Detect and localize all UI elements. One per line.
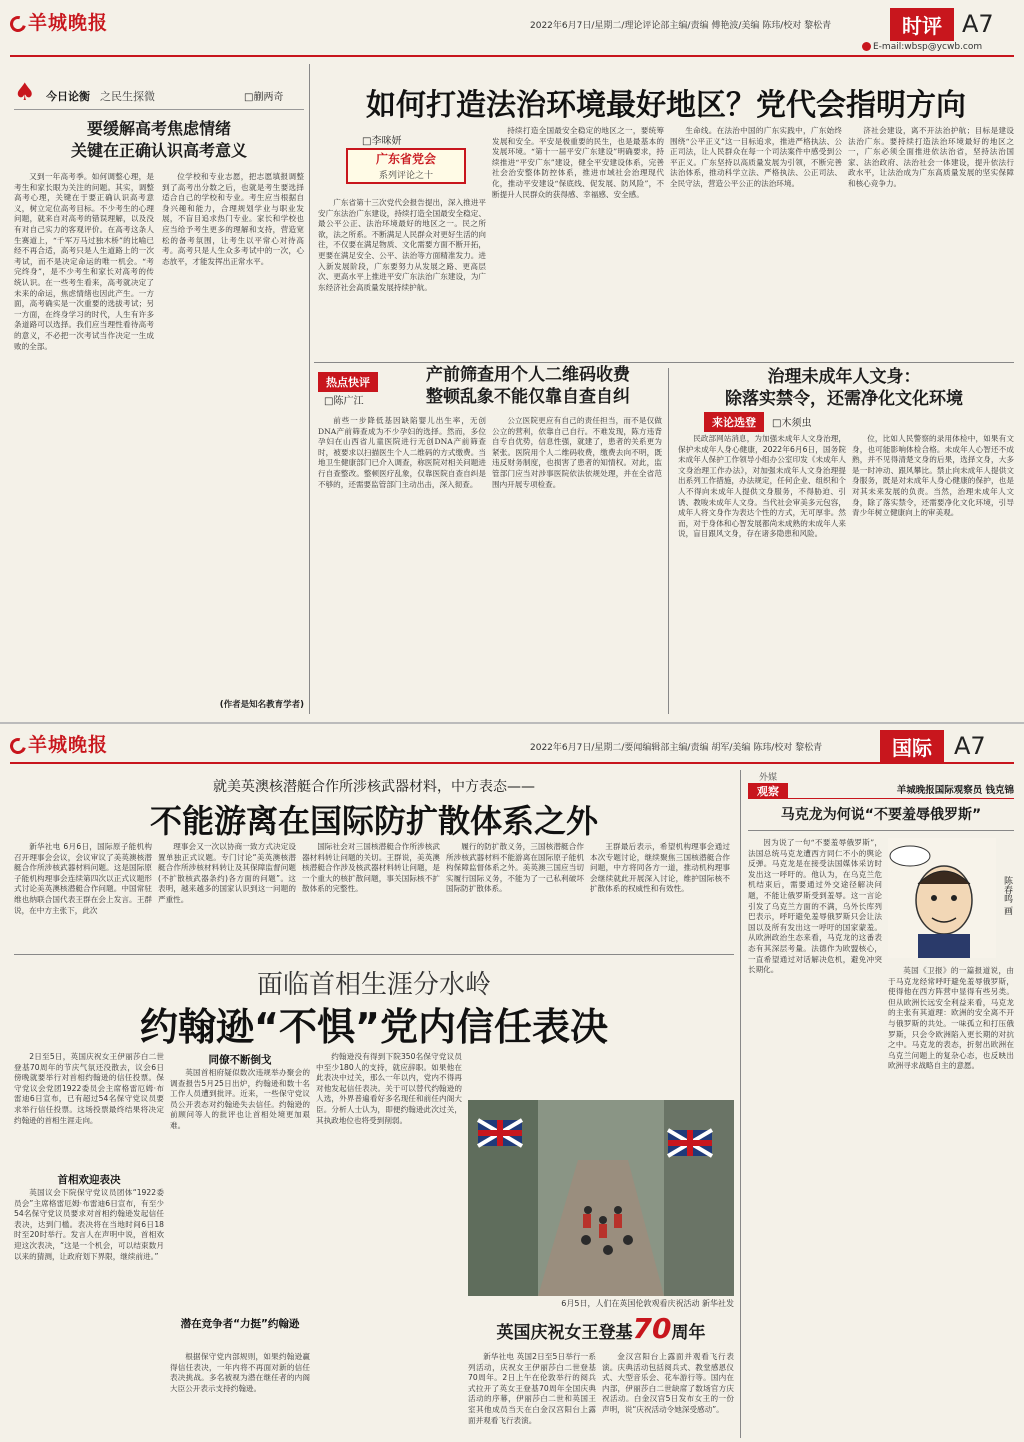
today-label-box	[14, 78, 304, 110]
email-icon	[862, 42, 871, 51]
series-tag-sub: 系列评论之十	[378, 171, 433, 181]
art1-byline: (作者是知名教育学者)	[219, 700, 304, 710]
teen-title-line1: 治理未成年人文身：	[767, 367, 921, 387]
teen-col2: 位，比如人民警察的录用体检中，如果有文身，也可能影响体检合格。未成年人心智还不成熟，并不见得清楚文身的后果，选择文身，大多是一时冲动、跟风攀比。禁止向未成年人提供文身服务，既是对未成年人身心健康的保护，也是对其未来发展的负责。当然，治理未成年人文身，除了落实禁令，还需要净化文化环境，引导青少年树立健康向上的审美观。	[852, 434, 1014, 518]
macron-col2: 英国《卫报》的一篇报道说，由于马克龙经常呼吁避免羞辱俄罗斯，使得他在西方阵营中显得有些另类。但从欧洲长远安全利益来看，马克龙的主张有其道理：欧洲的安全离不开与俄罗斯的共处。一味孤立和打压俄罗斯，只会令欧洲陷入更长期的对抗之中。马克龙的表态，折射出欧洲在乌克兰问题上的复杂心态，也反映出欧洲寻求战略自主的意愿。	[888, 966, 1014, 1071]
uk-headline: 约翰逊“不惧”党内信任表决	[140, 1005, 608, 1049]
jubilee-headline	[468, 1314, 734, 1348]
top-email	[862, 42, 982, 52]
aukus-col1: 新华社电 6月6日，国际原子能机构召开理事会会议，会议审议了美英澳核潜艇合作所涉核武器材料问题。这是国际原子能机构理事会连续第四次以正式议题形式讨论美英澳核潜艇合作问题。中国常驻维也纳联合国代表王群在会上发言。王群说，在中方主张下，此次	[14, 842, 152, 915]
today-label: 今日论衡	[46, 90, 90, 103]
uk-sub3: 潜在竞争者“力挺”约翰逊	[180, 1318, 300, 1330]
macron-rule	[748, 830, 1014, 831]
jubilee-head-num: 70	[632, 1312, 672, 1345]
top-page-number: A7	[962, 10, 994, 38]
uk-kicker: 面临首相生涯分水岭	[256, 970, 491, 1000]
teen-col1: 民政部网站消息，为加强未成年人文身治理，保护未成年人身心健康，2022年6月6日，国务院未成年人保护工作领导小组办公室印发《未成年人文身治理工作办法》，对加强未成年人文身治理提出系列工作措施，办法规定，任何企业、组织和个人不得向未成年人提供文身服务，不得胁迫、引诱、教唆未成年人文身。当代社会审美多元包容，成年人将文身作为表达个性的方式，无可厚非。然而，对于身体和心智发展都尚未成熟的未成年人来说，盲目跟风文身，存在诸多隐患和风险。	[678, 434, 846, 539]
hot-title-line1: 产前筛查用个人二维码收费	[426, 365, 630, 385]
ext-tag	[748, 770, 788, 799]
aukus-col4: 履行的防扩散义务，三国核潜艇合作所涉核武器材料不能游离在国际原子能机构保障监督体系之外。美英澳三国应当切实履行国际义务，不能为了一己私利破坏国际防扩散体系。	[446, 842, 584, 894]
macron-cartoon-art	[888, 838, 996, 958]
main-col1: 广东省第十三次党代会报告提出，深入推进平安广东法治广东建设，持续打造全国最安全稳定、最公平公正、法治环境最好的地区之一。民之所欲，法之所系。不断满足人民群众对更好生活的向往，不仅要在满足物质、文化需要方面不断开拓，更要在满足安全、公平、法治等方面精准发力。进入新发展阶段，广东要努力从发展之路、更高层次、更高水平上推进平安广东法治广东建设，为广东经济社会高质量发展持续护航。	[318, 198, 486, 292]
uk-col1b: 英国议会下院保守党议员团体“1922委员会”主席格雷厄姆·布雷迪6日宣布，有至少54名保守党议员要求对首相约翰逊发起信任表决，达到门槛。表决将在当地时间6日18时至20时举行。发言人在声明中说，首相欢迎这次表决，“这是一个机会，可以结束数月以来的猜测，让政府划下界限，继续前进。”	[14, 1188, 164, 1261]
email-text: E-mail:wbsp@ycwb.com	[873, 42, 983, 52]
jubilee-head-post: 周年	[671, 1323, 706, 1343]
bottom-meta: 2022年6月7日/星期二/要闻编辑部主编/责编 胡军/美编 陈玮/校对 黎松青	[530, 743, 823, 753]
aukus-col3: 国际社会对三国核潜艇合作所涉核武器材料转让问题的关切。王群说，美英澳核潜艇合作涉及核武器材料转让问题，是一个重大的核扩散问题，事关国际核不扩散体系的完整性。	[302, 842, 440, 894]
jubilee-photo-art	[468, 1100, 734, 1296]
bottom-page-number: A7	[954, 732, 986, 760]
jubilee-col1: 新华社电 英国2日至5日举行一系列活动，庆祝女王伊丽莎白二世登基70周年。2日上午在伦敦举行的阅兵式拉开了英女王登基70周年全国庆典活动的序幕，伊丽莎白二世和英国王室其他成员当天在白金汉宫阳台上露面并观看飞行表演。	[468, 1352, 596, 1425]
top-section-badge: 时评	[890, 8, 954, 41]
uk-col1: 2日至5日，英国庆祝女王伊丽莎白二世登基70周年的节庆气氛还没散去，议会6日傍晚就要举行对首相约翰逊的信任投票。保守党议会党团1922委员会主席格雷厄姆·布雷迪6日宣布，已有超过54名保守党议员要求举行信任投票。这场投票最终结果将决定约翰逊的首相生涯走向。	[14, 1052, 164, 1125]
logo-swirl-icon	[7, 13, 29, 35]
col-divider-1	[309, 64, 310, 714]
hot-title-line2: 整顿乱象不能仅靠自查自纠	[426, 387, 630, 407]
teen-title	[674, 366, 1014, 410]
teen-author: □木须虫	[772, 418, 812, 429]
hot-title	[390, 364, 666, 408]
main-col4: 济社会建设，离不开法治护航；目标是建设法治广东。要持续打造法治环境最好的地区之一，广东必须全面推进依法治省，坚持法治国家、法治政府、法治社会一体建设，提升依法行政水平，让法治成为广东高质量发展的坚实保障和核心竞争力。	[848, 126, 1014, 188]
series-tag-title: 广东省党会	[375, 152, 436, 166]
ext-tag-1: 外媒	[758, 773, 777, 783]
bottom-logo: 羊城晚报	[10, 730, 108, 757]
macron-title: 马克龙为何说“不要羞辱俄罗斯”	[780, 807, 982, 823]
today-sub: 之民生探微	[100, 90, 155, 103]
cartoon-credit: 陈春鸣 画	[1002, 876, 1012, 915]
teen-title-line2: 除落实禁令，还需净化文化环境	[725, 389, 963, 409]
ext-org: 羊城晚报国际观察员 钱克锦	[896, 785, 1014, 796]
art1-title-line2: 关键在正确认识高考意义	[70, 141, 247, 160]
mid-rule	[314, 362, 1014, 363]
uk-sub1: 首相欢迎表决	[57, 1174, 121, 1186]
aukus-col5: 王群最后表示，希望机构理事会通过本次专题讨论，继续聚焦三国核潜艇合作问题，中方将同各方一道，推动机构理事会继续就此开展深入讨论，维护国际核不扩散体系的权威性和有效性。	[590, 842, 730, 894]
aukus-rule	[14, 954, 734, 955]
bottom-rule	[10, 762, 1014, 764]
hot-author: □陈广江	[324, 396, 364, 407]
hot-label: 热点快评	[318, 372, 378, 392]
aukus-headline: 不能游离在国际防扩散体系之外	[149, 802, 598, 840]
jubilee-photo	[468, 1100, 734, 1296]
top-logo: 羊城晚报	[10, 8, 108, 35]
top-page	[0, 0, 1024, 720]
hot-col2: 公立医院更应有自己的责任担当，而不是仅做公立的营利，依靠自己自行。不难发现，陈方违背自专自优势，信息性强，就建了，患者的关系更为紧张。医院用个人二维码收费，缴费去向不明，既违反财务制度，也损害了患者的知情权。对此，监管部门应当对涉事医院依法依规处理，并在全省范围内开展专项检查。	[492, 416, 662, 489]
uk-col2b: 根据保守党内部规则，如果约翰逊赢得信任表决，一年内将不再面对新的信任表决挑战。多名被视为潜在继任者的内阁大臣公开表示支持约翰逊。	[170, 1352, 310, 1393]
teen-label: 来论选登	[704, 412, 764, 432]
main-headline: 如何打造法治环境最好地区？党代会指明方向	[366, 88, 966, 123]
page-split	[0, 722, 1024, 724]
uk-sub2: 同僚不断倒戈	[208, 1054, 272, 1066]
aukus-kicker: 就美英澳核潜艇合作所涉核武器材料，中方表态——	[213, 779, 535, 795]
series-tag	[326, 132, 486, 188]
art1-col2: 位学校和专业志愿，把志愿填报调整到了高考出分数之后，也就是考生要选择适合自己的学校和专业。考生应当根据自身兴趣和能力，合理规划学业与职业发展，不盲目追求热门专业。家长和学校也应当给予考生更多的理解和支持，营造宽松的备考氛围，让考生以平常心对待高考。高考只是人生众多考试中的一次，心态放平，才能发挥出正常水平。	[162, 172, 304, 266]
uk-col3: 约翰逊没有得到下院350名保守党议员中至少180人的支持，就应辞职。如果他在此表决中过关，那么一年以内，党内不得再对他发起信任表决。关于可以替代约翰逊的人选，外界普遍看好多名现任和前任内阁大臣。分析人士认为，即便约翰逊此次过关，其执政地位也将受到削弱。	[316, 1052, 462, 1125]
top-masthead	[10, 8, 1014, 56]
uk-col2: 英国首相府疑似数次违规举办聚会的调查报告5月25日出炉，约翰逊和数十名工作人员遭到批评。近来，一些保守党议员公开表态对约翰逊失去信任。约翰逊的前顾问等人的批评也让首相处境更加艰难。	[170, 1068, 310, 1130]
main-col2: 持续打造全国最安全稳定的地区之一，要统筹发展和安全。平安是极重要的民生，也是最基本的发展环境。“第十一届平安广东建设”明确要求，持续推进“平安广东”建设，健全平安建设体系，完善社会治安整体防控体系，推进市域社会治理现代化，推动平安建设“保底线、促发展、防风险”，不断提升人民群众的获得感、幸福感、安全感。	[492, 126, 664, 199]
main-col3: 生命线。在法治中国的广东实践中，广东始终围绕“公平正义”这一目标追求，推进严格执法、公正司法，让人民群众在每一个司法案件中感受到公平正义。广东坚持以高质量发展为引领，不断完善法治体系，推动科学立法、严格执法、公正司法、全民守法，营造公平公正的法治环境。	[670, 126, 842, 188]
macron-col1: 因为说了一句“不要羞辱俄罗斯”，法国总统马克龙遭西方同仁不小的舆论反弹。马克龙是在接受法国媒体采访时发出这一呼吁的。他认为，在乌克兰危机结束后，需要通过外交途径解决问题，不能让俄罗斯受到羞辱。这一言论引发了乌克兰方面的不满，乌外长库列巴表示，呼吁避免羞辱俄罗斯只会让法国以及所有发出这一呼吁的国家蒙羞。从欧洲政治生态来看，马克龙的这番表态有其深层考量。法德作为欧盟核心，一直希望通过对话解决危机，避免冲突长期化。	[748, 838, 882, 975]
card-suit-icon: ♠	[14, 78, 36, 106]
art1-col1: 又到一年高考季。如何调整心理，是考生和家长眼为关注的问题。其实，调整高考心理，关键在于要正确认识高考意义，树立定位高考目标。不少考生的心理问题，就来自对高考的错误理解，以及没有对自己实力的客观评价。在高考这条人生赛道上，“千军万马过独木桥”的比喻已经不再合适，高考只是人生道路上的一次考试，而不是决定命运的唯一机会。“考完终身”，是不少考生和家长对高考的传统认识。在一些考生看来，高考就决定了未来的命运，焦虑情绪也因此产生。一方面，高考确实是一次重要的选拔考试；另一方面，在终身学习的时代，人生有许多条道路可以选择。我们应当理性看待高考的意义，不必把一次考试当作决定一生成败的全部。	[14, 172, 154, 351]
union-flag-icon	[478, 1120, 522, 1146]
top-rule	[10, 55, 1014, 57]
bottom-page	[0, 726, 1024, 1442]
logo-swirl-icon	[7, 735, 29, 757]
jubilee-col2: 金汉宫阳台上露面并观看飞行表演。庆典活动包括阅兵式、教堂感恩仪式、大型音乐会、花车游行等。国内在内部，伊丽莎白二世缺席了数场官方庆祝活动。白金汉宫5日发布女王的一份声明，说“庆祝活动令她深受感动”。	[602, 1352, 734, 1414]
series-badge	[346, 148, 466, 184]
col-divider-2	[668, 368, 669, 714]
ext-tag-2: 观察	[748, 783, 788, 799]
macron-cartoon	[888, 838, 996, 958]
top-meta: 2022年6月7日/星期二/理论评论部主编/责编 傅艳波/美编 陈玮/校对 黎松青	[530, 21, 832, 31]
today-author: □蒯两奇	[244, 92, 284, 103]
bottom-masthead	[10, 730, 1014, 764]
art1-title-line1: 要缓解高考焦虑情绪	[86, 119, 231, 138]
hot-col1: 前些一步降低基因缺陷婴儿出生率，无创DNA产前筛查成为不少孕妇的选择。然而，多位孕妇在山西省儿童医院进行无创DNA产前筛查时，被要求以扫描医生个人二维码的方式缴费。当地卫生健康部门已介入调查，称医院对相关问题进行自查整改。整顿医疗乱象，仅靠医院自查自纠是不够的，还需要监管部门主动出击，深入彻查。	[318, 416, 486, 489]
series-author: □李咪妍	[362, 136, 402, 147]
col-divider-3	[740, 770, 741, 1438]
ext-rule	[748, 798, 1014, 799]
photo-caption: 6月5日，人们在英国伦敦观看庆祝活动 新华社发	[561, 1299, 734, 1308]
union-flag-icon	[668, 1130, 712, 1156]
aukus-col2: 理事会又一次以协商一致方式决定设置单独正式议题。专门讨论“美英澳核潜艇合作所涉核材料转让及其保障监督问题(不扩散核武器条约)各方面的问题”。这表明，越来越多的国家认识到这一问题的严重性。	[158, 842, 296, 904]
jubilee-head-pre: 英国庆祝女王登基	[496, 1323, 633, 1343]
art1-title	[14, 118, 304, 162]
bottom-section-badge: 国际	[880, 730, 944, 763]
